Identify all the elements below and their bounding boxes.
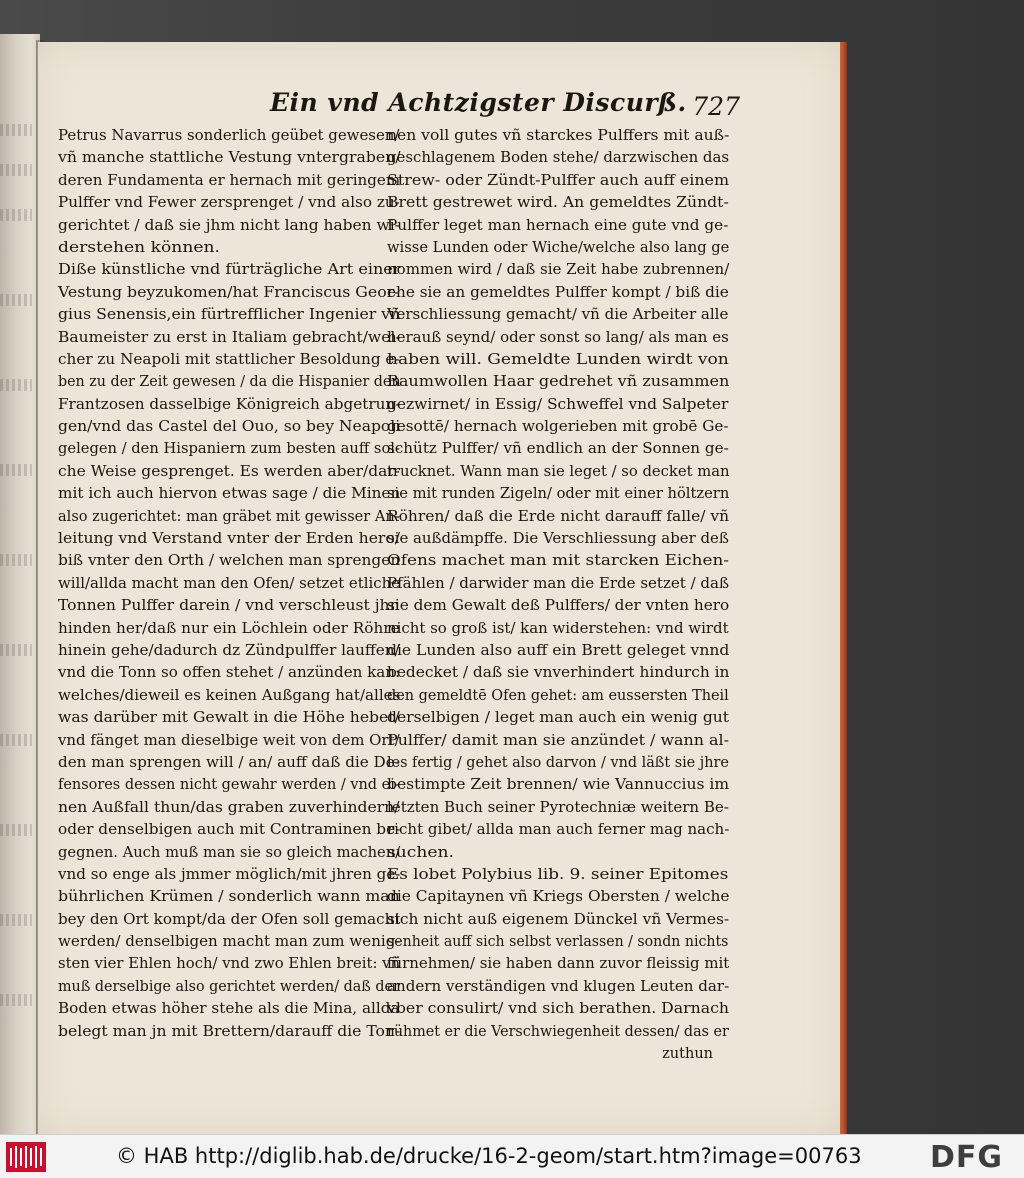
text-line: Pulffer vnd Fewer zersprenget / vnd also zu- xyxy=(58,195,400,212)
text-line: Brett gestrewet wird. An gemeldtes Zündt- xyxy=(387,195,729,212)
text-line: gezwirnet/ in Essig/ Schweffel vnd Salpeter xyxy=(387,396,729,413)
text-line: Baumeister zu erst in Italiam gebracht/wel- xyxy=(58,329,401,346)
text-line: mit ich auch hiervon etwas sage / die Minen xyxy=(58,486,401,503)
text-line: Petrus Navarrus sonderlich geübet gewesen/ xyxy=(58,128,400,144)
text-line: werden/ denselbigen macht man zum wenig- xyxy=(58,934,401,951)
text-line: Es lobet Polybius lib. 9. seiner Epitomes xyxy=(387,866,729,883)
text-line: deren Fundamenta er hernach mit geringem xyxy=(58,172,401,189)
text-line: gerichtet / daß sie jhm nicht lang haben wi- xyxy=(58,217,400,234)
text-line: ben zu der Zeit gewesen / da die Hispanier den xyxy=(58,374,401,391)
text-line: che Weise gesprenget. Es werden aber/dar- xyxy=(58,463,400,480)
text-line: trucknet. Wann man sie leget / so decket man xyxy=(387,463,730,480)
ghost-text-line xyxy=(0,209,32,221)
text-line: die Lunden also auff ein Brett geleget vnnd xyxy=(387,642,730,659)
text-line: suchen. xyxy=(387,844,455,861)
text-line: vber consulirt/ vnd sich berathen. Darnach xyxy=(387,1001,729,1018)
text-line: fensores dessen nicht gewahr werden / vnd ei- xyxy=(58,777,400,794)
ghost-text-line xyxy=(0,464,32,476)
text-line: Ofens machet man mit starcken Eichen- xyxy=(387,553,729,570)
text-line: nicht so groß ist/ kan widerstehen: vnd wirdt xyxy=(387,620,729,637)
text-line: Strew- oder Zündt-Pulffer auch auff einem xyxy=(387,172,730,189)
text-line: den man sprengen will / an/ auff daß die De- xyxy=(58,754,400,771)
ghost-text-line xyxy=(0,644,32,656)
text-line: schütz Pulffer/ vñ endlich an der Sonnen ge- xyxy=(387,441,729,458)
page-number: 727 xyxy=(692,92,740,121)
text-line: Vestung beyzukomen/hat Franciscus Geor- xyxy=(58,284,400,301)
text-line: biß vnter den Orth / welchen man sprengen xyxy=(58,553,401,570)
text-line: welches/dieweil es keinen Außgang hat/alles xyxy=(58,687,401,704)
text-line: richt gibet/ allda man auch ferner mag nach- xyxy=(387,822,730,839)
text-line: ehe sie an gemeldtes Pulffer kompt / biß die xyxy=(387,284,729,301)
text-line: Baumwollen Haar gedrehet vñ zusammen xyxy=(387,374,730,391)
text-line: rühmet er die Verschwiegenheit dessen/ das er xyxy=(387,1023,729,1040)
ghost-text-line xyxy=(0,994,32,1006)
page-red-edge xyxy=(840,42,847,1134)
text-line: nen voll gutes vñ starckes Pulffers mit auß- xyxy=(387,128,730,144)
ghost-text-line xyxy=(0,554,32,566)
text-line: bedecket / daß sie vnverhindert hindurch in xyxy=(387,665,730,682)
text-line: bührlichen Krümen / sonderlich wann man xyxy=(58,889,400,906)
text-line: bestimpte Zeit brennen/ wie Vannuccius im xyxy=(387,777,730,794)
text-line: herauß seynd/ oder sonst so lang/ als man es xyxy=(387,329,729,346)
text-line: letzten Buch seiner Pyrotechniæ weitern Be- xyxy=(387,799,729,816)
ghost-text-line xyxy=(0,124,32,136)
viewer-footer xyxy=(0,1134,1024,1178)
text-line: cher zu Neapoli mit stattlicher Besoldung e- xyxy=(58,351,400,368)
text-line: derselbigen / leget man auch ein wenig gut xyxy=(387,710,730,727)
text-line: den gemeldtē Ofen gehet: am eussersten Theil xyxy=(387,687,729,704)
text-column-right xyxy=(387,125,729,1065)
text-line: gen/vnd das Castel del Ouo, so bey Neapoli xyxy=(58,419,401,436)
text-line: die Capitaynen vñ Kriegs Obersten / welche xyxy=(387,889,730,906)
text-line: haben will. Gemeldte Lunden wirdt von xyxy=(387,351,729,368)
text-line: Boden etwas höher stehe als die Mina, allda xyxy=(58,1001,400,1018)
text-line: Röhren/ daß die Erde nicht darauff falle/ vñ xyxy=(387,508,730,525)
text-line: andern verständigen vnd klugen Leuten dar- xyxy=(387,978,730,995)
text-line: vnd so enge als jmmer möglich/mit jhren ge- xyxy=(58,866,401,883)
ghost-text-line xyxy=(0,734,32,746)
text-line: muß derselbige also gerichtet werden/ daß der xyxy=(58,978,400,995)
text-line: vnd fänget man dieselbige weit von dem Ort/ xyxy=(58,732,400,749)
text-line: also zugerichtet: man gräbet mit gewisser An- xyxy=(58,508,400,525)
text-line: wisse Lunden oder Wiche/welche also lang ge xyxy=(387,239,730,256)
text-line: vñ manche stattliche Vestung vntergraben/ xyxy=(58,150,401,167)
text-line: gesottē/ hernach wolgerieben mit grobē Ge- xyxy=(387,419,729,436)
ghost-text-line xyxy=(0,294,32,306)
ghost-text-line xyxy=(0,379,32,391)
running-title: Ein vnd Achtzigster Discurß. xyxy=(270,88,687,117)
text-line: fürnehmen/ sie haben dann zuvor fleissig mit xyxy=(387,956,730,973)
text-line: gelegen / den Hispaniern zum besten auff sol- xyxy=(58,441,400,458)
text-line: sie mit runden Zigeln/ oder mit einer höltzern xyxy=(387,486,730,503)
attribution-link[interactable]: © HAB http://diglib.hab.de/drucke/16-2-geom/start.htm?image=00763 xyxy=(116,1144,862,1168)
text-line: Verschliessung gemacht/ vñ die Arbeiter alle xyxy=(387,307,729,324)
text-line: leitung vnd Verstand vnter der Erden hero/ xyxy=(58,531,401,548)
text-line: oder denselbigen auch mit Contraminen be- xyxy=(58,822,401,839)
text-line: Pulffer/ damit man sie anzündet / wann al- xyxy=(387,732,729,749)
text-line: sich nicht auß eigenem Dünckel vñ Vermes- xyxy=(387,911,730,928)
text-line: Diße künstliche vnd fürträgliche Art einer xyxy=(58,262,401,279)
text-line: will/allda macht man den Ofen/ setzet etliche xyxy=(58,575,401,592)
text-line: derstehen können. xyxy=(58,239,220,256)
text-line: senheit auff sich selbst verlassen / sondn nichts xyxy=(387,934,729,951)
hab-logo-icon xyxy=(6,1142,46,1172)
text-line: hinein gehe/dadurch dz Zündpulffer lauffen/ xyxy=(58,642,400,659)
text-line: nommen wird / daß sie Zeit habe zubrennen/ xyxy=(387,262,730,279)
catchword: zuthun xyxy=(662,1046,713,1063)
ghost-text-line xyxy=(0,824,32,836)
text-line: nen Außfall thun/das graben zuverhindern/ xyxy=(58,799,400,816)
text-line: hinden her/daß nur ein Löchlein oder Röhre xyxy=(58,620,400,637)
text-line: bey den Ort kompt/da der Ofen soll gemacht xyxy=(58,911,401,928)
text-line: sie dem Gewalt deß Pulffers/ der vnten hero xyxy=(387,598,730,615)
page-header xyxy=(270,88,750,124)
text-line: sie außdämpffe. Die Verschliessung aber deß xyxy=(387,531,729,548)
dfg-logo: DFG xyxy=(930,1140,1004,1175)
text-line: vnd die Tonn so offen stehet / anzünden kan: xyxy=(58,665,401,682)
text-line: Pfählen / darwider man die Erde setzet / daß xyxy=(387,575,730,592)
text-line: Pulffer leget man hernach eine gute vnd ge- xyxy=(387,217,729,234)
text-line: Tonnen Pulffer darein / vnd verschleust jhn xyxy=(58,598,400,615)
text-line: belegt man jn mit Brettern/darauff die Ton- xyxy=(58,1023,401,1040)
text-line: was darüber mit Gewalt in die Höhe hebet/ xyxy=(58,710,400,727)
text-column-left xyxy=(58,125,400,1043)
text-line: sten vier Ehlen hoch/ vnd zwo Ehlen breit: vñ xyxy=(58,956,401,973)
text-line: geschlagenem Boden stehe/ darzwischen das xyxy=(387,150,729,167)
text-line: gius Senensis,ein fürtrefflicher Ingenier vñ xyxy=(58,307,401,324)
ghost-text-line xyxy=(0,164,32,176)
ghost-text-line xyxy=(0,914,32,926)
text-line: les fertig / gehet also darvon / vnd läßt sie jhre xyxy=(387,754,729,771)
text-line: gegnen. Auch muß man sie so gleich machen/ xyxy=(58,844,401,861)
underlying-page-edge xyxy=(0,34,40,1134)
text-line: Frantzosen dasselbige Königreich abgetrun- xyxy=(58,396,401,413)
